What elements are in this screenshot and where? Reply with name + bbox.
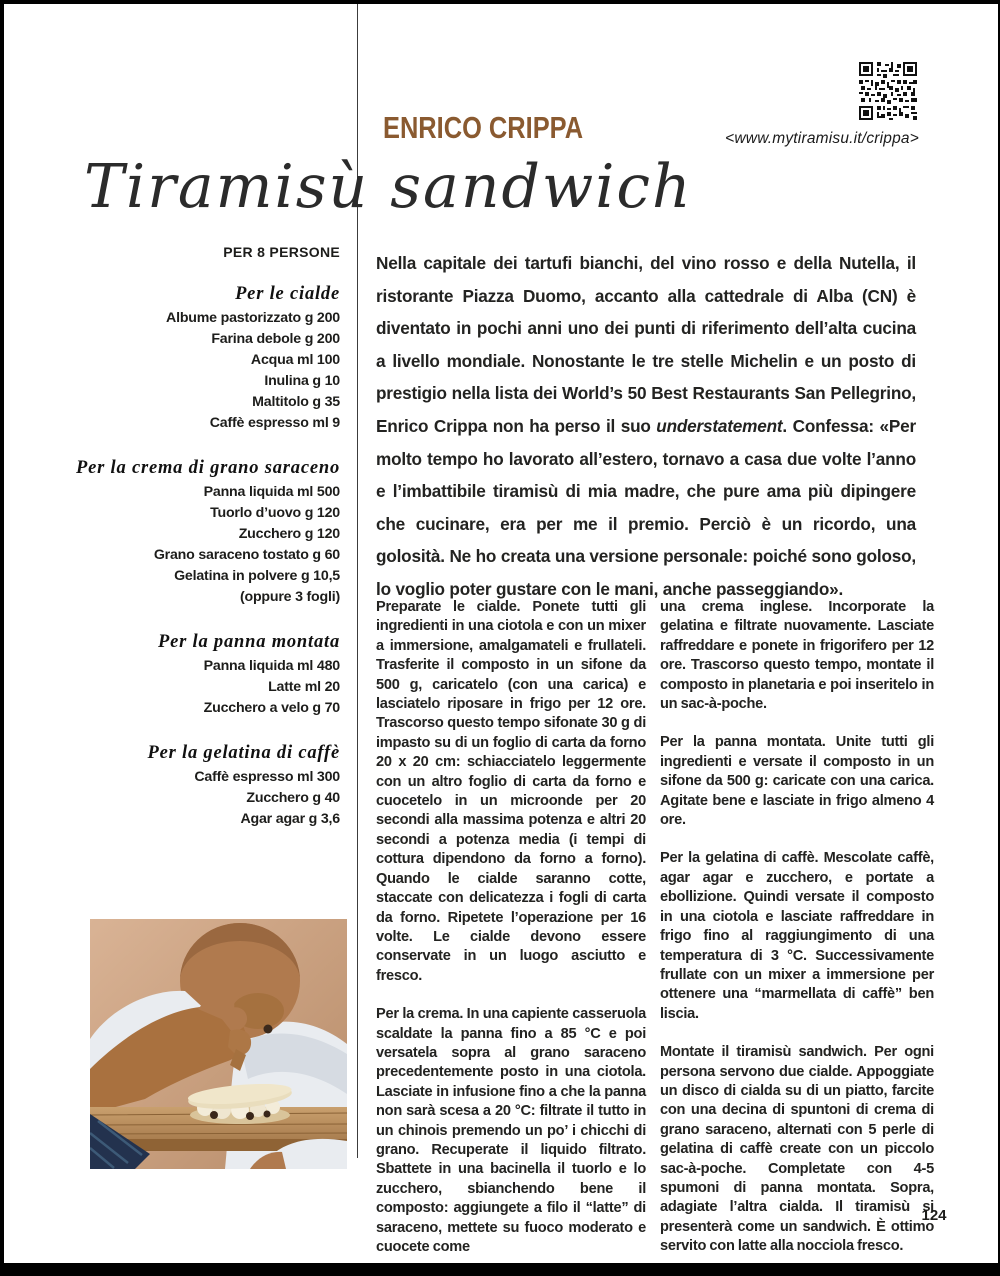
chef-photo (90, 919, 347, 1169)
ingredient-item: Panna liquida ml 480 (203, 658, 340, 674)
ingredient-section-gelatina-caffe (4, 743, 340, 830)
qr-code-icon (859, 62, 917, 120)
method-paragraph: Per la gelatina di caffè. Mescolate caffè, agar agar e zucchero, e portate a ebollizione. Quindi versate il composto in una ciotola e lasciate raffreddare in frigo fino al raggiungimento di una temperatura di 3 °C. Successivamente frullate con un mixer a immersione per ottenere una “marmellata di caffè” ben liscia. (660, 850, 934, 1022)
method-paragraph: Per la panna montata. Unite tutti gli ingredienti e versate il composto in un sifone da 500 g: caricate con una carica. Agitate bene e lasciate in frigo almeno 4 ore. (660, 734, 934, 829)
method-paragraph: Montate il tiramisù sandwich. Per ogni persona servono due cialde. Appoggiate un disco di cialda su di un piatto, farcite con una decina di spuntoni di crema di grano saraceno, alternati con 5 perle di gelatina di caffè create con un piccolo sac-à-poche. Completate con 4-5 spumoni di panna montata. Sopra, adagiate l’altra cialda. Il tiramisù si presenterà come un sandwich. È ottimo servito con latte alla nocciola fresco. (660, 1044, 934, 1255)
chef-name: ENRICO CRIPPA (383, 110, 584, 145)
eye (264, 1025, 273, 1034)
recipe-page (4, 4, 998, 1263)
ingredient-item: Caffè espresso ml 300 (194, 769, 340, 785)
ingredient-item: Zucchero g 40 (246, 790, 340, 806)
ingredient-item: Agar agar g 3,6 (240, 811, 340, 827)
ingredient-section-cialde (4, 284, 340, 434)
method-column-2 (660, 598, 934, 1276)
method-paragraph: una crema inglese. Incorporate la gelatina e filtrate nuovamente. Lasciate raffreddare e ponete in frigorifero per 12 ore. Trascorso questo tempo, montate il composto in planetaria e poi inseritelo in un sac-à-poche. (660, 599, 934, 713)
serves-label: PER 8 PERSONE (223, 244, 340, 260)
method-paragraph: Per la crema. In una capiente casseruola scaldate la panna fino a 85 °C e poi versatela sopra al grano saraceno precedentemente posto in una ciotola. Lasciate in infusione fino a che la panna non sarà scesa a 20 °C: filtrate il tutto in un chinois premendo un po’ i chicchi di grano. Recuperate il liquido filtrato. Sbattete in una bacinella il tuorlo e lo zucchero, sbianchendo bene il composto: aggiungete a filo il “latte” di saraceno, mettete su fuoco moderato e cuocete come (376, 1006, 646, 1255)
ingredients-panel (4, 244, 340, 830)
ingredient-item: Acqua ml 100 (250, 352, 340, 368)
ingredient-item: Grano saraceno tostato g 60 (153, 547, 340, 563)
ingredient-item: Latte ml 20 (268, 679, 340, 695)
ingredient-list (4, 656, 340, 719)
ingredient-item: Tuorlo d’uovo g 120 (210, 505, 340, 521)
ingredient-list (4, 767, 340, 830)
ingredient-section-heading: Per la crema di grano saraceno (76, 458, 340, 478)
intro-emphasis: understatement (656, 415, 783, 436)
recipe-url: <www.mytiramisu.it/crippa> (725, 130, 919, 147)
ingredient-item: Inulina g 10 (264, 373, 340, 389)
intro-text-part1: Nella capitale dei tartufi bianchi, del vino rosso e della Nutella, il ristorante Piazza Duomo, accanto alla cattedrale di Alba (CN) è diventato in pochi anni uno dei punti di riferimento dell’alta cucina a livello mondiale. Nonostante le tre stelle Michelin e un posto di prestigio nella lista dei World’s 50 Best Restaurants San Pellegrino, Enrico Crippa non ha perso il suo (376, 253, 916, 436)
page-number: 124 (921, 1207, 947, 1224)
qr-code-graphic (859, 62, 917, 120)
ingredient-section-panna-montata (4, 632, 340, 719)
ingredient-section-heading: Per la gelatina di caffè (147, 743, 340, 763)
intro-paragraph (376, 247, 916, 606)
ingredient-item: Zucchero a velo g 70 (203, 700, 340, 716)
ingredient-section-crema (4, 458, 340, 608)
ingredient-item: Gelatina in polvere g 10,5 (174, 568, 340, 584)
ingredient-list (4, 482, 340, 608)
intro-text-part2: . Confessa: «Per molto tempo ho lavorato all’estero, tornavo a casa due volte l’anno e l’imbattibile tiramisù di mia madre, che pure ama più dipingere che cucinare, era per me il premio. Perciò è un ricordo, una golosità. Ne ho creata una versione personale: poiché sono goloso, lo voglio poter gustare con le mani, anche passeggiando». (376, 415, 916, 599)
chef-photo-graphic (90, 919, 347, 1169)
ingredient-item: Albume pastorizzato g 200 (166, 310, 340, 326)
ingredient-item: Maltitolo g 35 (252, 394, 340, 410)
method-column-1 (376, 598, 646, 1276)
ingredient-item: Panna liquida ml 500 (203, 484, 340, 500)
ingredient-item: Zucchero g 120 (238, 526, 340, 542)
method-paragraph: Preparate le cialde. Ponete tutti gli ingredienti in una ciotola e con un mixer a immersione, amalgamateli e frullateli. Trasferite il composto in un sifone da 500 g, caricatelo (con una carica) e lasciatelo riposare in frigo per 12 ore. Trascorso questo tempo sifonate 30 g di impasto su di un foglio di carta da forno 20 x 20 cm: schiacciatelo leggermente con un altro foglio di carta da forno e cuocetelo in un microonde per 20 secondi alla massima potenza e altri 20 secondi a potenza media (i tempi di cottura dipendono da forno a forno). Quando le cialde saranno cotte, staccate con delicatezza i fogli di carta da forno. Ripetete l’operazione per 16 volte. Le cialde devono essere conservate in un luogo asciutto e fresco. (376, 599, 646, 984)
ingredient-item: (oppure 3 fogli) (239, 589, 340, 605)
ingredient-item: Farina debole g 200 (211, 331, 340, 347)
page-title: Tiramisù sandwich (84, 152, 693, 222)
ingredient-item: Caffè espresso ml 9 (209, 415, 340, 431)
ingredient-section-heading: Per le cialde (235, 284, 340, 304)
ingredient-section-heading: Per la panna montata (157, 632, 340, 652)
ingredient-list (4, 308, 340, 434)
